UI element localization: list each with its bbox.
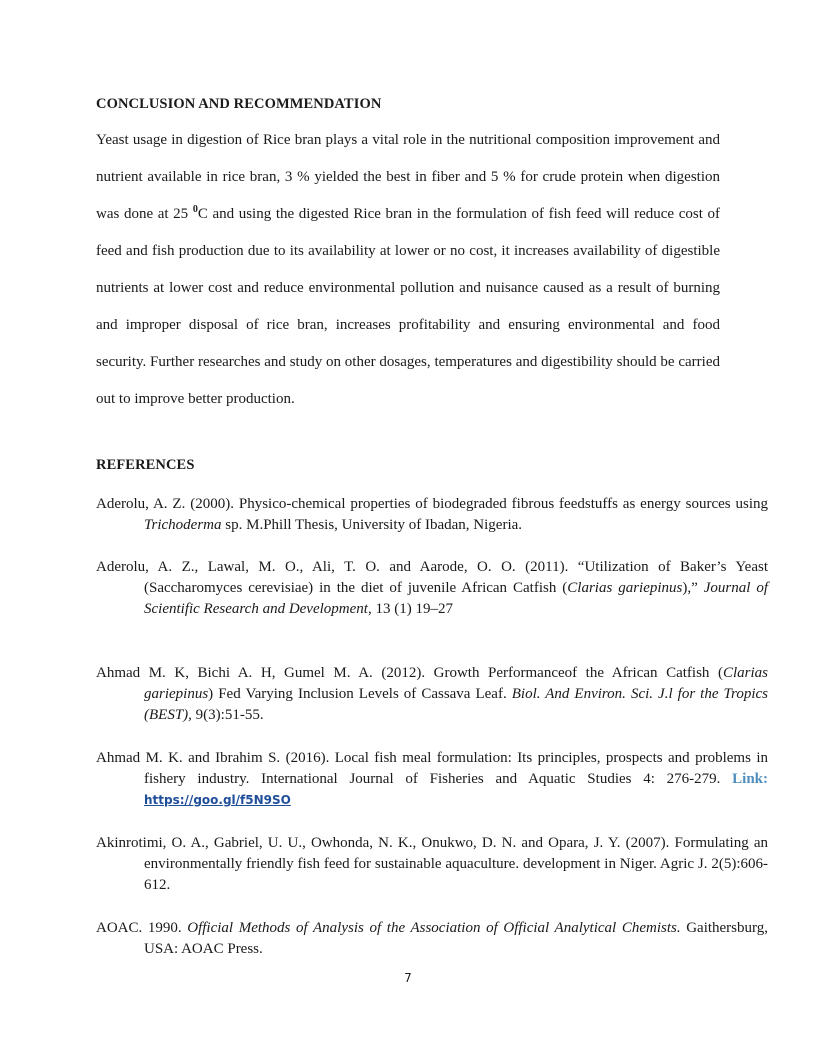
- reference-aoac-1990: [96, 918, 768, 960]
- ref-text: Aderolu, A. Z. (2000). Physico-chemical properties of biodegraded fibrous feedstuffs as energy sources using: [96, 496, 768, 512]
- reference-aderolu-2011: [96, 557, 768, 620]
- ref-italic: Clarias gariepinus: [144, 665, 768, 702]
- degree-superscript: 0: [192, 204, 198, 215]
- reference-aderolu-2000: [96, 494, 768, 536]
- ref-italic: Clarias gariepinus: [567, 580, 683, 596]
- link-label: Link:: [732, 771, 768, 787]
- conclusion-heading: CONCLUSION AND RECOMMENDATION: [96, 96, 382, 112]
- conclusion-text-part-2: C and using the digested Rice bran in the formulation of fish feed will reduce cost of feed and fish production due to its availability at lower or no cost, it increases availability of digestible nutrients at lower cost and reduce environmental pollution and nuisance caused as a result of burning and improper disposal of rice bran, increases profitability and ensuring environmental and food security. Further researches and study on other dosages, temperatures and digestibility should be carried out to improve better production.: [96, 206, 720, 407]
- references-heading: REFERENCES: [96, 457, 195, 473]
- ref-italic: Official Methods of Analysis of the Association of Official Analytical Chemists.: [187, 920, 681, 936]
- page-number: 7: [404, 971, 412, 985]
- ref-text: 9(3):51-55.: [191, 707, 264, 723]
- ref-text: ) Fed Varying Inclusion Levels of Cassava Leaf.: [208, 686, 512, 702]
- ref-journal: Journal of Scientific Research and Development: [144, 580, 768, 617]
- ref-text: , 13 (1) 19–27: [367, 601, 453, 617]
- reference-link[interactable]: https://goo.gl/f5N9SO: [144, 793, 291, 807]
- reference-ahmad-2016: [96, 748, 768, 811]
- ref-text: ),”: [682, 580, 704, 596]
- ref-text: Ahmad M. K. and Ibrahim S. (2016). Local fish meal formulation: Its principles, prospects and problems in fishery industry. International Journal of Fisheries and Aquatic Studies 4: 276-279.: [96, 750, 768, 787]
- reference-akinrotimi-2007: [96, 833, 768, 896]
- conclusion-text-part-1: Yeast usage in digestion of Rice bran plays a vital role in the nutritional composition improvement and nutrient available in rice bran, 3 % yielded the best in fiber and 5 % for crude protein when digestion was done at 25: [96, 132, 720, 222]
- ref-text: AOAC. 1990.: [96, 920, 188, 936]
- ref-journal: Biol. And Environ. Sci. J.l for the Tropics (BEST),: [144, 686, 768, 723]
- ref-text: Aderolu, A. Z., Lawal, M. O., Ali, T. O. and Aarode, O. O. (2011). “Utilization of Baker’s Yeast (Saccharomyces cerevisiae) in the diet of juvenile African Catfish (: [96, 559, 768, 596]
- ref-text: sp. M.Phill Thesis, University of Ibadan, Nigeria.: [221, 517, 523, 533]
- ref-italic: Trichoderma: [144, 517, 222, 533]
- reference-ahmad-2012: [96, 663, 768, 726]
- conclusion-paragraph: [96, 122, 720, 418]
- ref-text: Ahmad M. K, Bichi A. H, Gumel M. A. (2012). Growth Performanceof the African Catfish (: [96, 665, 723, 681]
- ref-text: Akinrotimi, O. A., Gabriel, U. U., Owhonda, N. K., Onukwo, D. N. and Opara, J. Y. (2007). Formulating an environmentally friendly fish feed for sustainable aquaculture. development in Niger. Agric J. 2(5):606-612.: [96, 835, 768, 893]
- ref-text: Gaithersburg, USA: AOAC Press.: [144, 920, 768, 957]
